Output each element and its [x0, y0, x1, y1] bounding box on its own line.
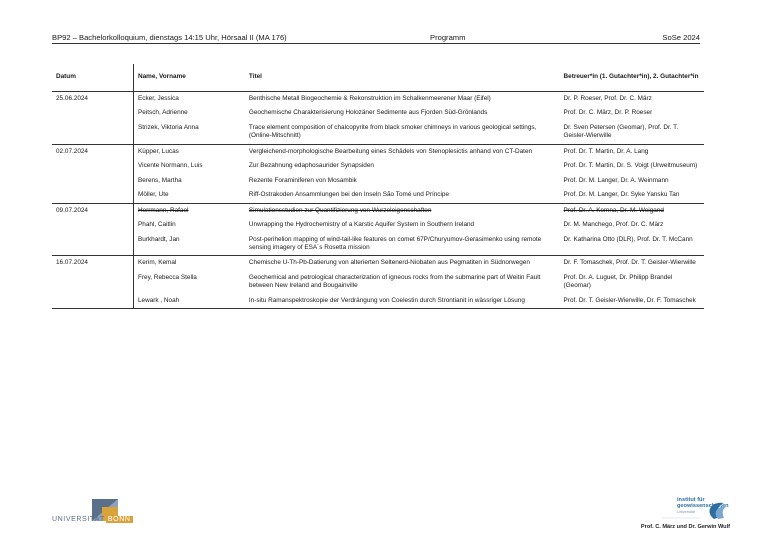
- date-cell: [52, 174, 134, 188]
- document-header-semester: SoSe 2024: [662, 33, 700, 42]
- date-cell: [52, 121, 134, 144]
- supervisors-cell: Prof. Dr. T. Geisler-Wierwille, Dr. F. Tomaschek: [560, 294, 704, 309]
- table-row: [52, 106, 704, 120]
- table-row: [52, 256, 704, 271]
- supervisors-cell: Prof. Dr. A. Luguet, Dr. Philipp Brandel (Geomar): [563, 273, 673, 290]
- institute-line1: institut für: [677, 497, 705, 503]
- name-cell: Küpper, Lucas: [134, 144, 245, 159]
- table-row: [52, 233, 704, 256]
- table-row: [52, 144, 704, 159]
- title-cell: Zur Bezahnung edaphosaurider Synapsiden: [248, 162, 374, 170]
- name-cell: Kerim, Kemal: [134, 256, 245, 271]
- footer-note: Prof. C. März und Dr. Gerwin Wulf: [640, 524, 730, 530]
- date-cell: 02.07.2024: [52, 144, 134, 159]
- table-row: [52, 271, 704, 294]
- table-row: [52, 92, 704, 107]
- supervisors-cell: Dr. M. Manchego, Prof. Dr. C. März: [563, 221, 664, 229]
- table-header-row: [52, 64, 704, 92]
- date-cell: [52, 233, 134, 256]
- title-cell: Benthische Metall Biogeochemie & Rekonstruktion im Schalkenmeerener Maar (Eifel): [245, 92, 560, 107]
- table-row: [52, 188, 704, 203]
- column-header-supervisors: Betreuer*in (1. Gutachter*in), 2. Gutachter*in: [560, 64, 704, 92]
- column-header-name: Name, Vorname: [134, 64, 245, 92]
- title-cell: Geochemische Charakterisierung Holozäner Sedimente aus Fjorden Süd-Grönlands: [248, 109, 488, 117]
- supervisors-cell: Prof. Dr. T. Martin, Dr. A. Lang: [560, 144, 704, 159]
- table-row: [52, 174, 704, 188]
- university-bonn-label: BONN: [107, 516, 131, 523]
- name-cell: Frey, Rebecca Stella: [138, 273, 197, 281]
- name-cell: Peitsch, Adrienne: [138, 109, 188, 117]
- date-cell: [52, 159, 134, 173]
- program-table-body: [52, 92, 704, 309]
- university-logo: [52, 497, 118, 528]
- program-table: [52, 64, 704, 309]
- supervisors-cell: Prof. Dr. A. Kemna, Dr. M. Weigand: [560, 203, 704, 218]
- supervisors-cell: Prof. Dr. M. Langer, Dr. Syke Yansku Tan: [563, 191, 680, 199]
- supervisors-cell: Dr. Sven Petersen (Geomar), Prof. Dr. T. Geisler-Wierwille: [563, 123, 679, 140]
- supervisors-cell: Dr. F. Tomaschek, Prof. Dr. T. Geisler-Wierwille: [560, 256, 704, 271]
- name-cell: Ecker, Jessica: [134, 92, 245, 107]
- supervisors-cell: Prof. Dr. M. Langer, Dr. A. Weinmann: [563, 176, 669, 184]
- table-row: [52, 218, 704, 232]
- title-cell: Chemische U-Th-Pb-Datierung von alterierten Seltenerd-Niobaten aus Pegmatiten in Südnorwegen: [245, 256, 560, 271]
- title-cell: Unwrapping the Hydrochemistry of a Karstic Aquifer System in Southern Ireland: [248, 221, 475, 229]
- date-cell: 25.06.2024: [52, 92, 134, 107]
- title-cell: Trace element composition of chalcopyrite from black smoker chimneys in various geological settings, (Online-Mitschnitt): [248, 123, 537, 140]
- header-rule: [52, 43, 700, 44]
- column-header-date: Datum: [52, 64, 134, 92]
- title-cell: Riff-Ostrakoden Ansammlungen bei den Inseln São Tomé und Príncipe: [248, 191, 450, 199]
- document-header-center: Programm: [430, 33, 466, 42]
- date-cell: [52, 271, 134, 294]
- institute-wordmark: [677, 498, 729, 514]
- title-cell: Post-perihelion mapping of wind-tail-like features on comet 67P/Churyumov-Gerasimenko using remote sensing imagery of ESA´s Rosetta mission: [248, 235, 542, 251]
- column-header-title: Titel: [245, 64, 560, 92]
- table-row: [52, 203, 704, 218]
- name-cell: Herrmann, Rafael: [134, 203, 245, 218]
- university-text: UNIVERSITÄT: [52, 516, 105, 523]
- table-row: [52, 121, 704, 144]
- name-cell: Strizek, Viktoria Anna: [138, 123, 199, 131]
- date-cell: 16.07.2024: [52, 256, 134, 271]
- title-cell: Simulationsstudien zur Quantifizierung von Wurzeleigenschaften: [245, 203, 560, 218]
- date-cell: [52, 294, 134, 309]
- name-cell: Phahl, Caitlin: [138, 221, 176, 229]
- date-cell: [52, 188, 134, 203]
- date-cell: [52, 218, 134, 232]
- supervisors-cell: Prof. Dr. C. März, Dr. P. Roeser: [563, 109, 653, 117]
- title-cell: Geochemical and petrological characterization of igneous rocks from the submarine part of Weitin Fault between New Ireland and Bougainville: [248, 273, 541, 290]
- title-cell: Rezente Foraminiferen von Mosambik: [248, 176, 357, 184]
- date-cell: 09.07.2024: [52, 203, 134, 218]
- name-cell: Lewark , Noah: [134, 294, 245, 309]
- title-cell: Vergleichend-morphologische Bearbeitung eines Schädels von Stenoplesictis anhand von CT-Daten: [245, 144, 560, 159]
- university-wordmark: [52, 516, 133, 523]
- name-cell: Vicente Normann, Luis: [138, 162, 203, 170]
- institute-sub: Universität: [677, 509, 695, 514]
- table-row: [52, 294, 704, 309]
- institute-line2: geowissenschaften: [677, 502, 729, 509]
- name-cell: Burkhardt, Jan: [138, 235, 180, 243]
- title-cell: In-situ Ramanspektroskopie der Verdrängung von Coelestin durch Strontianit in wässriger Lösung: [245, 294, 560, 309]
- table-row: [52, 159, 704, 173]
- name-cell: Berens, Martha: [138, 176, 182, 184]
- date-cell: [52, 106, 134, 120]
- supervisors-cell: Dr. P. Roeser, Prof. Dr. C. März: [560, 92, 704, 107]
- name-cell: Möller, Ute: [138, 191, 169, 199]
- supervisors-cell: Dr. Katharina Otto (DLR), Prof. Dr. T. McCann: [563, 235, 693, 243]
- supervisors-cell: Prof. Dr. T. Martin, Dr. S. Voigt (Urweltmuseum): [563, 162, 698, 170]
- document-header-title: BP92 – Bachelorkolloquium, dienstags 14:15 Uhr, Hörsaal II (MA 176): [52, 33, 287, 42]
